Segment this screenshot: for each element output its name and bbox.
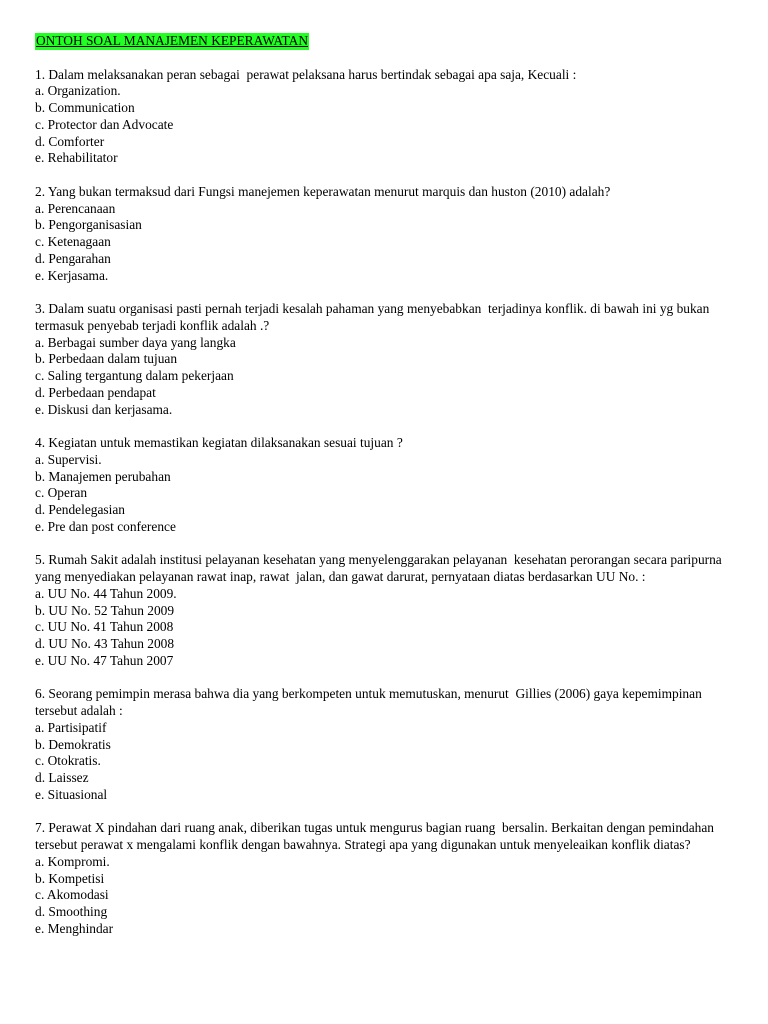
answer-option: c. Ketenagaan <box>35 234 111 249</box>
answer-option: e. Diskusi dan kerjasama. <box>35 401 173 417</box>
answer-option: d. Smoothing <box>35 904 108 919</box>
answer-option: b. Manajemen perubahan <box>35 468 171 484</box>
answer-option: e. Situasional <box>35 786 108 802</box>
answer-option: e. UU No. 47 Tahun 2007 <box>35 652 174 668</box>
question-7 <box>35 820 735 937</box>
answer-option: a. Organization. <box>35 83 121 99</box>
answer-option: e. Menghindar <box>35 920 114 936</box>
answer-option: e. Rehabilitator <box>35 150 118 166</box>
answer-option: b. Communication <box>35 100 135 115</box>
answer-option: d. Perbedaan pendapat <box>35 384 156 400</box>
answer-option: a. Perencanaan <box>35 200 116 216</box>
answer-option: c. Otokratis. <box>35 753 101 769</box>
answer-option: d. Comforter <box>35 133 105 149</box>
answer-option: a. Supervisi. <box>35 451 102 467</box>
question-text: 6. Seorang pemimpin merasa bahwa dia yang berkompeten untuk memutuskan, menurut Gillies (2006) gaya kepemimpinan tersebut adalah : <box>35 686 706 718</box>
question-3 <box>35 301 735 418</box>
answer-option: b. Pengorganisasian <box>35 217 142 233</box>
question-text: 3. Dalam suatu organisasi pasti pernah terjadi kesalah pahaman yang menyebabkan terjadinya konflik. di bawah ini yg bukan termasuk penyebab terjadi konflik adalah .? <box>35 301 713 333</box>
answer-option: d. Pendelegasian <box>35 502 125 517</box>
answer-option: e. Kerjasama. <box>35 267 109 283</box>
answer-option: b. UU No. 52 Tahun 2009 <box>35 602 175 618</box>
question-text: 1. Dalam melaksanakan peran sebagai perawat pelaksana harus bertindak sebagai apa saja, Kecuali : <box>35 66 577 82</box>
answer-option: a. Partisipatif <box>35 719 107 735</box>
question-text: 2. Yang bukan termaksud dari Fungsi manejemen keperawatan menurut marquis dan huston (2010) adalah? <box>35 183 611 199</box>
question-5 <box>35 552 735 669</box>
answer-option: b. Demokratis <box>35 736 111 752</box>
question-4 <box>35 435 735 536</box>
question-6 <box>35 686 735 803</box>
answer-option: a. UU No. 44 Tahun 2009. <box>35 585 177 601</box>
answer-option: e. Pre dan post conference <box>35 518 176 534</box>
answer-option: a. Kompromi. <box>35 853 110 869</box>
answer-option: b. Kompetisi <box>35 870 105 886</box>
answer-option: d. Laissez <box>35 770 89 785</box>
question-text: 7. Perawat X pindahan dari ruang anak, diberikan tugas untuk mengurus bagian ruang bersalin. Berkaitan dengan pemindahan tersebut perawat x mengalami konflik dengan bawahnya. Strategi apa yang digunakan untuk menyeleaikan konflik diatas? <box>35 820 718 852</box>
question-2 <box>35 184 735 285</box>
question-text: 4. Kegiatan untuk memastikan kegiatan dilaksanakan sesuai tujuan ? <box>35 435 403 450</box>
answer-option: d. Pengarahan <box>35 250 111 266</box>
answer-option: c. Akomodasi <box>35 887 109 903</box>
question-text: 5. Rumah Sakit adalah institusi pelayanan kesehatan yang menyelenggarakan pelayanan kesehatan perorangan secara paripurna yang menyediakan pelayanan rawat inap, rawat jalan, dan gawat darurat, pernyataan diatas berdasarkan UU No. : <box>35 552 726 584</box>
document-page <box>35 33 735 954</box>
document-title: ONTOH SOAL MANAJEMEN KEPERAWATAN <box>36 33 308 48</box>
answer-option: c. Operan <box>35 485 88 501</box>
answer-option: c. Saling tergantung dalam pekerjaan <box>35 368 234 383</box>
question-1 <box>35 67 735 168</box>
answer-option: b. Perbedaan dalam tujuan <box>35 351 178 367</box>
answer-option: d. UU No. 43 Tahun 2008 <box>35 636 175 651</box>
answer-option: c. Protector dan Advocate <box>35 116 174 132</box>
answer-option: c. UU No. 41 Tahun 2008 <box>35 619 174 635</box>
answer-option: a. Berbagai sumber daya yang langka <box>35 334 236 350</box>
